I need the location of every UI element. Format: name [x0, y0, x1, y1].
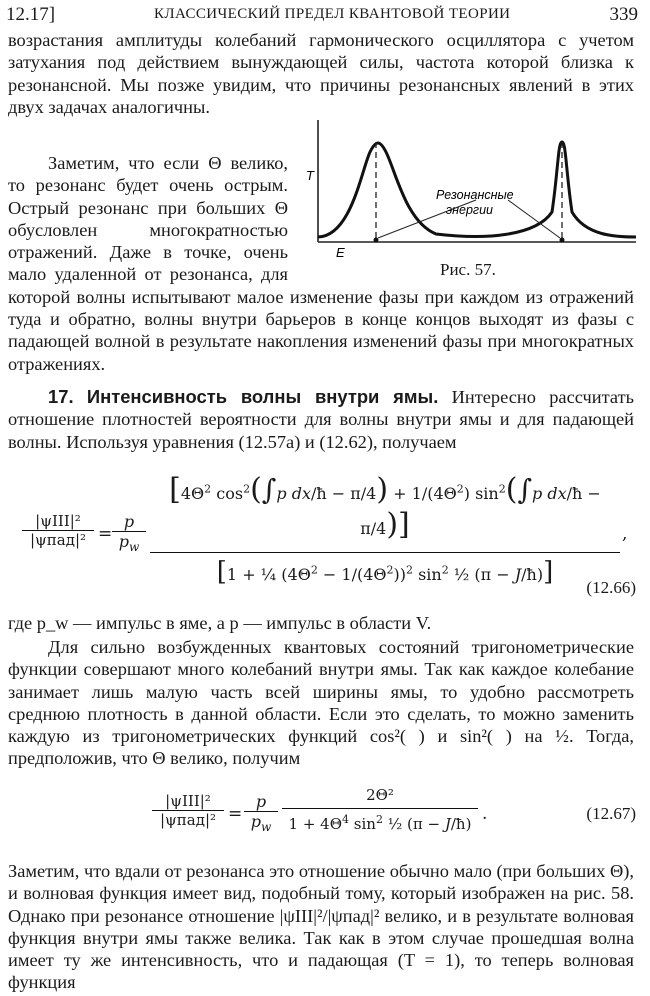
paragraph-momentum: где p_w — импульс в яме, а p — импульс в области V.	[8, 613, 432, 633]
heading-number: 17.	[48, 386, 74, 407]
axis-x-label: E	[336, 245, 345, 260]
figure-caption: Рис. 57.	[440, 260, 496, 279]
running-title: КЛАССИЧЕСКИЙ ПРЕДЕЛ КВАНТОВОЙ ТЕОРИИ	[154, 6, 511, 22]
equation-number-2: (12.67)	[586, 804, 636, 823]
equation-number-1: (12.66)	[586, 578, 636, 597]
paragraph-2: Заметим, что если Θ велико, то резонанс будет очень острым. Острый резонанс при больших Θ обусловлен многократностью отражений. Даже в точке, очень мало удаленной от резонанса, для которой волны испытывают малое изменение фазы при каждом из отражений туда и обратно, волны внутри барьеров в конце концов выходят из фазы с падающей волной в результате накопления изменений фазы при многократных отражениях.	[8, 153, 634, 374]
section-number: 12.17]	[6, 4, 56, 25]
paragraph-1: возрастания амплитуды колебаний гармонического осциллятора с учетом затухания под действием вынуждающей силы, частота которой близка к резонансной. Мы позже увидим, что причины резонансных явлений в этих двух задачах аналогичны.	[8, 30, 634, 117]
page-number: 339	[609, 4, 638, 25]
section-heading-paragraph: 17. Интенсивность волны внутри ямы. Интересно рассчитать отношение плотностей вероятности для волны внутри ямы и для падающей волны. Используя уравнения (12.57а) и (12.62), получаем	[8, 386, 635, 452]
equation-12-67: |ψIII|² |ψпад|² = p $p_w$ 2Θ² $1 + 4\Theta^4$ $\sin^2$ ½ (π − J/ħ) . (12.67)	[0, 786, 650, 856]
figure-label-2: энергии	[446, 203, 493, 217]
heading-title: Интенсивность волны внутри ямы.	[86, 386, 439, 407]
paragraph-resonance: Заметим, что вдали от резонанса это отношение обычно мало (при больших Θ), и волновая функция имеет вид, подобный тому, который изображен на рис. 58. Однако при резонансе отношение |ψIII|²/|ψпад|² велико, и в результате волновая функция внутри ямы также велика. Так как в этом случае прошедшая волна имеет ту же интенсивность, что и падающая (T = 1), то теперь волновая функция	[8, 861, 634, 993]
paragraph-averaging: Для сильно возбужденных квантовых состояний тригонометрические функции совершают много колебаний внутри ямы. Так как каждое колебание занимает лишь малую часть всей ширины ямы, то удобно рассмотреть среднюю плотность в данной области. Если это сделать, то можно заменить каждую из тригонометрических функций cos²( ) и sin²( ) на ½. Тогда, предположив, что Θ велико, получим	[8, 637, 634, 769]
page-header	[6, 4, 638, 30]
figure-label-1: Резонансные	[436, 188, 514, 202]
axis-y-label: T	[306, 168, 314, 183]
equation-12-66: |ψIII|² |ψпад|² = p $p_w$ [$4\Theta^2$ $\cos^2(\int p$ dx/ħ − $\pi/4) + 1/(4\Theta^2)$ $\sin^2(\int p$ dx/ħ − π/4)] [1 + ¼ $(4\Theta^2 - 1/(4\Theta^2))^2$ $\sin^2$ ½ (π − J/ħ)] , (12.66)	[0, 460, 650, 600]
resonance-figure	[296, 112, 644, 282]
